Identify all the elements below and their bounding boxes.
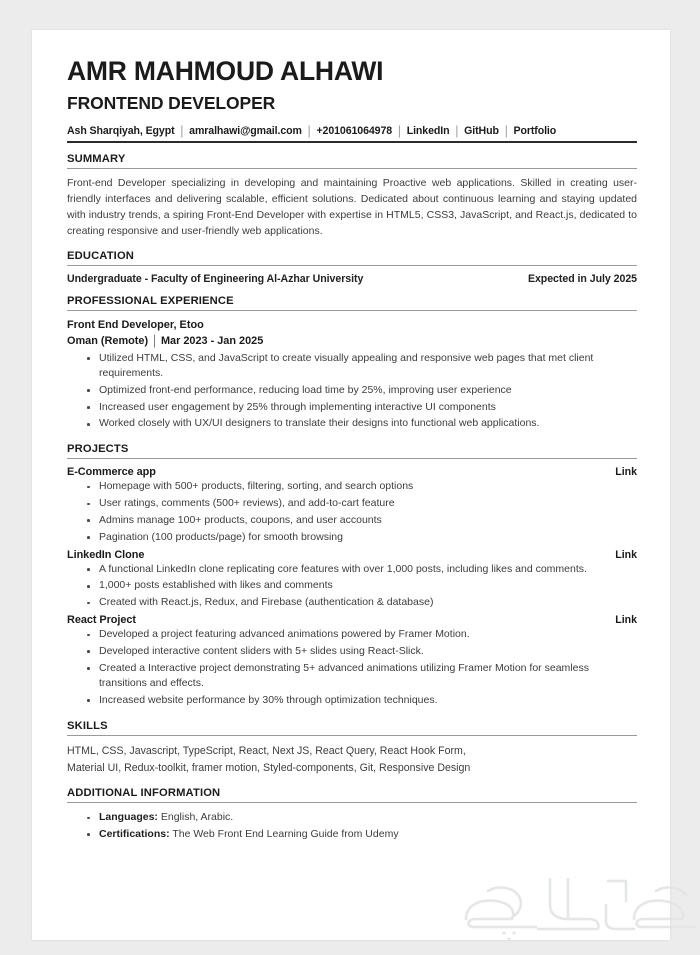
section-additional-information [67, 787, 637, 844]
contact-line [67, 125, 637, 137]
skills-line-2: Material UI, Redux-toolkit, framer motion, Styled-components, Git, Responsive Design [67, 761, 471, 774]
list-item: Optimized front-end performance, reducing load time by 25%, improving user experience [87, 383, 637, 400]
list-item: Pagination (100 products/page) for smooth browsing [87, 530, 637, 547]
section-title-projects: PROJECTS [67, 443, 129, 456]
resume-header [67, 58, 637, 143]
section-title-additional-information: ADDITIONAL INFORMATION [67, 787, 221, 800]
list-item: Homepage with 500+ products, filtering, sorting, and search options [87, 479, 637, 496]
section-divider [67, 168, 637, 169]
list-item: Created with React.js, Redux, and Firebase (authentication & database) [87, 595, 637, 612]
project-header [67, 549, 637, 561]
contact-github-link[interactable]: GitHub [464, 125, 499, 138]
list-item: Increased user engagement by 25% through implementing interactive UI components [87, 400, 637, 417]
contact-separator: | [455, 123, 459, 139]
section-title-summary: SUMMARY [67, 153, 126, 166]
contact-portfolio-link[interactable]: Portfolio [513, 125, 557, 138]
education-entry [67, 273, 637, 285]
project-bullets [67, 562, 637, 612]
project-bullets [67, 627, 637, 710]
experience-dates: Mar 2023 - Jan 2025 [160, 334, 264, 347]
experience-meta [67, 334, 637, 350]
section-title-experience: PROFESSIONAL EXPERIENCE [67, 295, 234, 307]
contact-separator: | [180, 123, 184, 139]
certifications-label: Certifications: [99, 827, 170, 840]
languages-value: English, Arabic. [157, 811, 234, 824]
section-education [67, 250, 637, 285]
list-item: 1,000+ posts established with likes and comments [87, 578, 637, 595]
resume-page [32, 30, 670, 940]
contact-separator: | [504, 123, 508, 139]
list-item: User ratings, comments (500+ reviews), and add-to-cart feature [87, 496, 637, 513]
additional-bullets [67, 810, 637, 844]
contact-separator: | [307, 123, 311, 139]
languages-label: Languages: [99, 811, 158, 824]
section-summary [67, 153, 637, 240]
project-item [67, 466, 637, 546]
project-link[interactable]: Link [615, 614, 637, 627]
list-item: Developed interactive content sliders with 5+ slides using React-Slick. [87, 644, 637, 661]
list-item: Created a Interactive project demonstrating 5+ advanced animations utilizing Framer Motion for seamless transitions and effects. [87, 661, 637, 693]
section-experience [67, 295, 637, 433]
education-school: Undergraduate - Faculty of Engineering Al-Azhar University [67, 273, 364, 285]
section-divider [67, 802, 637, 803]
meta-separator: | [153, 332, 156, 349]
section-divider [67, 310, 637, 311]
resume-content [32, 30, 670, 844]
contact-location: Ash Sharqiyah, Egypt [67, 125, 175, 138]
project-item [67, 614, 637, 710]
experience-entry [67, 318, 637, 433]
section-divider [67, 735, 637, 736]
list-item [87, 810, 637, 827]
project-link[interactable]: Link [615, 466, 637, 479]
section-title-education: EDUCATION [67, 250, 135, 262]
skills-line-1: HTML, CSS, Javascript, TypeScript, React, Next JS, React Query, React Hook Form, [67, 744, 466, 757]
contact-separator: | [398, 123, 401, 139]
experience-location: Oman (Remote) [67, 334, 149, 347]
contact-linkedin-link[interactable]: LinkedIn [406, 125, 450, 138]
project-header [67, 614, 637, 626]
summary-text: Front-end Developer specializing in developing and maintaining Proactive web applications. Skilled in creating user-friendly interfaces and delivering scalable, efficient solutions. Dedicated about continuous learning and staying updated with industry trends, a spiring Front-End Developer with expertise in HTML5, CSS3, JavaScript, and React.js, dedicated to creating responsive and user-friendly web applications. [67, 177, 637, 238]
education-date: Expected in July 2025 [527, 273, 637, 285]
list-item: Worked closely with UX/UI designers to translate their designs into functional web applications. [87, 416, 637, 433]
certifications-value: The Web Front End Learning Guide from Udemy [169, 827, 399, 840]
candidate-role: FRONTEND DEVELOPER [67, 92, 276, 113]
header-divider [67, 141, 637, 143]
contact-phone: +201061064978 [316, 125, 393, 138]
candidate-name: AMR MAHMOUD ALHAWI [67, 56, 384, 86]
list-item: A functional LinkedIn clone replicating core features with over 1,000 posts, including likes and comments. [87, 562, 637, 579]
list-item: Admins manage 100+ products, coupons, and user accounts [87, 513, 637, 530]
list-item: Increased website performance by 30% through optimization techniques. [87, 693, 637, 710]
project-name: React Project [67, 614, 136, 627]
project-item [67, 549, 637, 612]
section-title-skills: SKILLS [67, 719, 108, 732]
list-item: Utilized HTML, CSS, and JavaScript to create visually appealing and responsive web pages that met client requirements. [87, 351, 637, 383]
contact-email[interactable]: amralhawi@gmail.com [189, 125, 302, 138]
section-divider [67, 458, 637, 459]
section-divider [67, 265, 637, 266]
section-projects [67, 443, 637, 709]
project-name: LinkedIn Clone [67, 548, 145, 561]
project-link[interactable]: Link [615, 548, 637, 561]
experience-bullets [67, 351, 637, 434]
section-skills [67, 720, 637, 777]
experience-job-title: Front End Developer, Etoo [67, 319, 204, 331]
list-item [87, 827, 637, 844]
list-item: Developed a project featuring advanced animations powered by Framer Motion. [87, 627, 637, 644]
project-header [67, 466, 637, 478]
project-name: E-Commerce app [67, 466, 156, 479]
project-bullets [67, 479, 637, 546]
